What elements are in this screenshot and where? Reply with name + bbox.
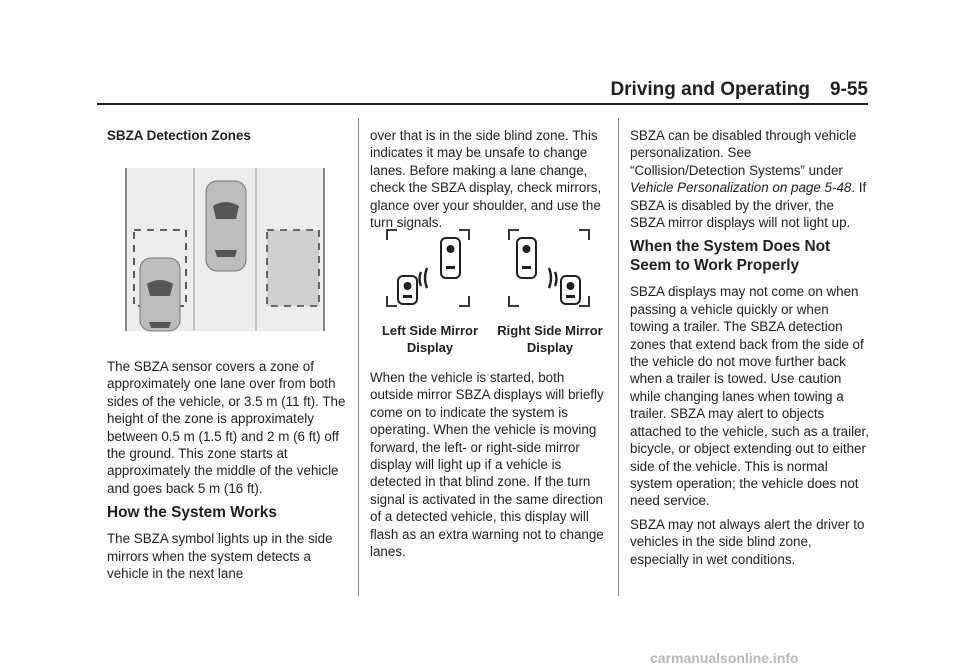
paragraph-text: . If SBZA is disabled by the driver, the SBZA mirror displays will not light up.: [630, 180, 867, 231]
caption-line: Display: [526, 340, 574, 355]
left-mirror-display-illustration: [383, 226, 493, 314]
lane-line: [323, 168, 325, 331]
paragraph: [630, 127, 870, 231]
left-mirror-caption: [374, 322, 486, 356]
caption-line: Right Side Mirror: [497, 323, 603, 338]
sbza-symbol-icon: [398, 238, 460, 304]
paragraph: over that is in the side blind zone. This indicates it may be unsafe to change lanes. Before making a lane change, check the SBZA display, check mirrors, glance over your shoulder, and use the turn signals.: [370, 128, 602, 231]
right-mirror-caption: [489, 322, 611, 356]
watermark: carmanualsonline.info: [650, 650, 799, 666]
vehicle-rear-icon: [140, 258, 180, 331]
section-heading: How the System Works: [107, 504, 277, 522]
mirror-corner: [387, 296, 397, 306]
detection-zones-illustration: [120, 168, 335, 333]
paragraph: The SBZA sensor covers a zone of approximately one lane over from both sides of the vehicle, or 3.5 m (11 ft). The height of the zone is approximately between 0.5 m (1.5 ft) and 2 m (6 ft) off the ground. This zone starts at approximately the middle of the vehicle and goes back 5 m (16 ft).: [107, 359, 346, 496]
mirror-corner: [509, 296, 519, 306]
section-heading: When the System Does Not Seem to Work Properly: [630, 238, 831, 275]
paragraph: SBZA may not always alert the driver to vehicles in the side blind zone, especially in wet conditions.: [630, 516, 865, 567]
header-rule: [97, 103, 868, 105]
caption-line: Left Side Mirror: [381, 323, 479, 338]
paragraph: When the vehicle is started, both outside mirror SBZA displays will briefly come on to indicate the system is operating. When the vehicle is moving forward, the left- or right-side mirror display will light up if a vehicle is detected in that blind zone. If the turn signal is activated in the same direction of a detected vehicle, this display will flash as an extra warning not to change lanes.: [370, 370, 604, 560]
figure-heading: SBZA Detection Zones: [107, 128, 251, 143]
page-number: 9-55: [829, 79, 868, 100]
section-title: Driving and Operating: [610, 79, 810, 100]
column-1: [107, 127, 350, 144]
paragraph: SBZA displays may not come on when passing a vehicle quickly or when towing a trailer. The SBZA detection zones that extend back from the side of the vehicle do not move further back when a trailer is towed. Use caution while changing lanes when towing a trailer. SBZA may alert to objects attached to the vehicle, such as a trailer, bicycle, or object extending out to either side of the vehicle. This is normal system operation; the vehicle does not need service.: [630, 284, 869, 509]
mirror-corner: [579, 230, 589, 240]
sbza-symbol-icon: [517, 238, 580, 304]
mirror-corner: [387, 230, 397, 240]
page-header: [600, 79, 868, 101]
mirror-corner: [459, 230, 469, 240]
column-2: [370, 127, 611, 237]
caption-line: Display: [406, 340, 454, 355]
lane-line: [125, 168, 127, 331]
paragraph: The SBZA symbol lights up in the side mirrors when the system detects a vehicle in the next lane: [107, 531, 333, 582]
column-2-text: [370, 369, 611, 566]
column-3: [630, 127, 870, 574]
column-1-text: [107, 358, 350, 588]
right-detection-zone: [267, 230, 319, 306]
paragraph-text: SBZA can be disabled through vehicle personalization. See “Collision/Detection Systems” under: [630, 128, 857, 178]
column-divider: [358, 118, 359, 596]
cross-reference-link[interactable]: Vehicle Personalization on page 5-48: [630, 180, 852, 196]
mirror-corner: [459, 296, 469, 306]
mirror-corner: [509, 230, 519, 240]
column-divider: [618, 118, 619, 596]
right-mirror-display-illustration: [503, 226, 603, 314]
vehicle-front-icon: [206, 181, 246, 271]
